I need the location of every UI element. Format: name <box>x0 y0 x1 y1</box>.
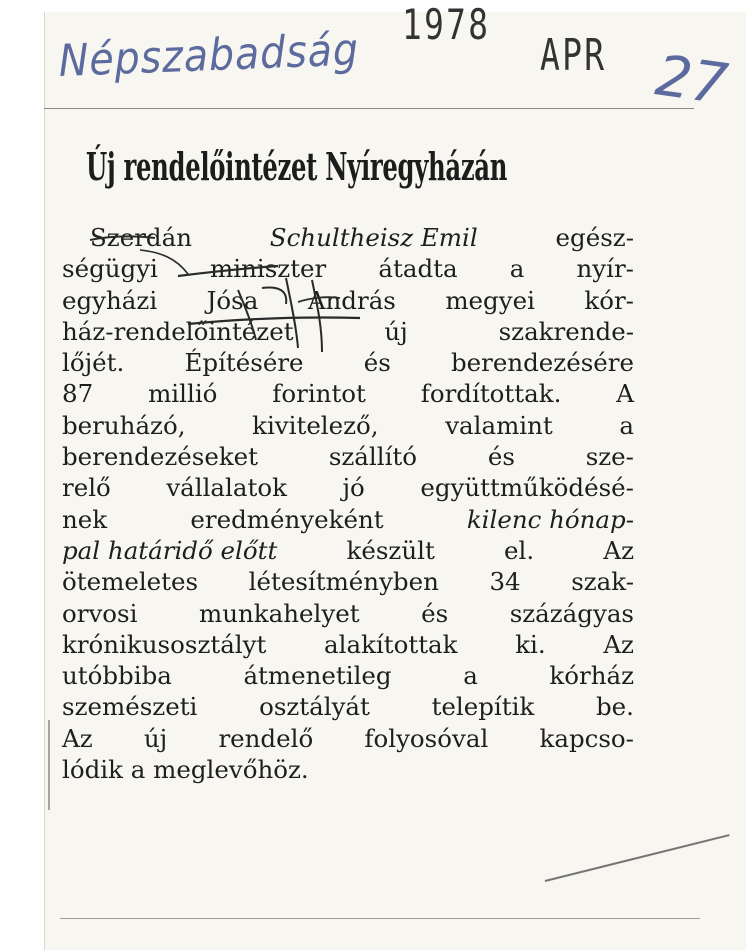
text-line: ségügyi miniszter átadta a nyír- <box>62 254 634 284</box>
text-line: ötemeletes létesítményben 34 szak- <box>62 567 634 597</box>
article-body <box>62 222 634 785</box>
text-line: nek eredményeként kilenc hónap- <box>62 504 634 534</box>
text-line: lőjét. Építésére és berendezésére <box>62 348 634 378</box>
text-line: utóbbiba átmenetileg a kórház <box>62 661 634 691</box>
article-headline: Új rendelőintézet Nyíregyházán <box>86 144 508 189</box>
text-line: pal határidő előtt készült el. Az <box>62 535 634 565</box>
text-line: Szerdán Schultheisz Emil egész- <box>90 223 634 252</box>
text-line: szemészeti osztályát telepítik be. <box>62 692 634 722</box>
text-line: relő vállalatok jó együttműködésé- <box>62 473 634 503</box>
scan-streak <box>48 720 50 810</box>
text-line: lódik a meglevőhöz. <box>62 755 309 785</box>
date-stamp-month: APR <box>540 30 607 81</box>
text-line: krónikusosztályt alakítottak ki. Az <box>62 629 634 659</box>
text-line: beruházó, kivitelező, valamint a <box>62 410 634 440</box>
text-line: orvosi munkahelyet és százágyas <box>62 598 634 628</box>
text-line: egyházi Jósa András megyei kór- <box>62 285 634 315</box>
text-line: berendezéseket szállító és sze- <box>62 442 634 472</box>
top-rule <box>44 108 694 109</box>
text-line: ház-rendelőintézet új szakrende- <box>62 316 634 346</box>
handwritten-source: Népszabadság <box>58 24 360 87</box>
bottom-rule <box>60 918 700 919</box>
date-stamp-year: 1978 <box>402 0 491 49</box>
text-line: Az új rendelő folyosóval kapcso- <box>62 723 634 753</box>
text-line: 87 millió forintot fordítottak. A <box>62 379 634 409</box>
handwritten-day: 27 <box>651 43 732 118</box>
